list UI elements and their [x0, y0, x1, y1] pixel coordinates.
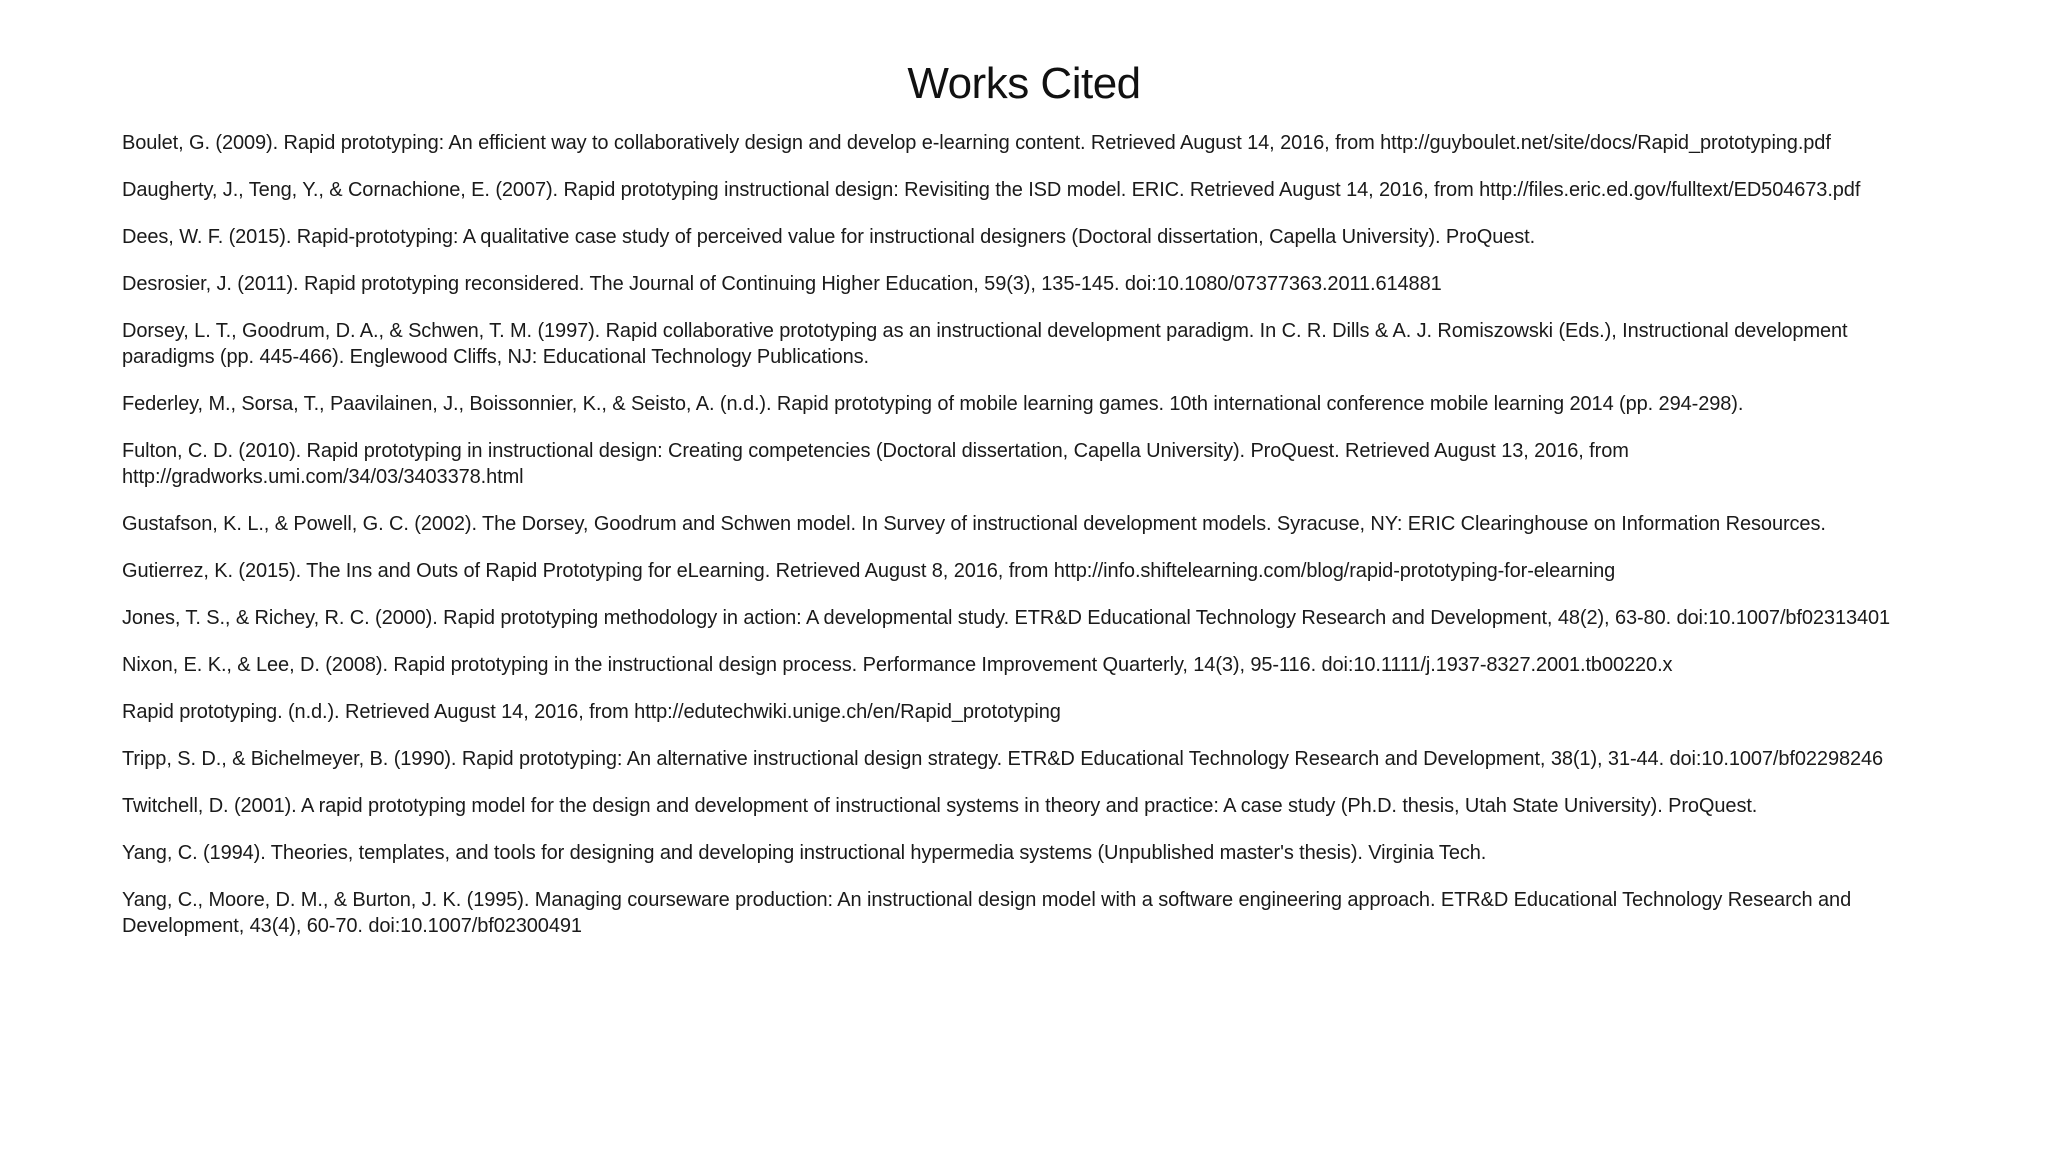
reference-item: Nixon, E. K., & Lee, D. (2008). Rapid prototyping in the instructional design process. Performance Improvement Quarterly, 14(3), 95-116. doi:10.1111/j.1937-8327.2001.tb00220.x [122, 654, 1673, 676]
reference-item: Daugherty, J., Teng, Y., & Cornachione, E. (2007). Rapid prototyping instructional design: Revisiting the ISD model. ERIC. Retrieved August 14, 2016, from http://files.eric.ed.gov/fulltext/ED504673.pdf [122, 179, 1861, 201]
reference-item: Rapid prototyping. (n.d.). Retrieved August 14, 2016, from http://edutechwiki.unige.ch/en/Rapid_prototyping [122, 701, 1061, 723]
reference-item: Gustafson, K. L., & Powell, G. C. (2002). The Dorsey, Goodrum and Schwen model. In Survey of instructional development models. Syracuse, NY: ERIC Clearinghouse on Information Resources. [122, 513, 1826, 535]
reference-item: Dees, W. F. (2015). Rapid-prototyping: A qualitative case study of perceived value for instructional designers (Doctoral dissertation, Capella University). ProQuest. [122, 226, 1536, 248]
reference-item: Jones, T. S., & Richey, R. C. (2000). Rapid prototyping methodology in action: A developmental study. ETR&D Educational Technology Research and Development, 48(2), 63-80. doi:10.1007/bf02313401 [122, 607, 1891, 629]
reference-list [122, 130, 1922, 960]
reference-item: Dorsey, L. T., Goodrum, D. A., & Schwen, T. M. (1997). Rapid collaborative prototyping as an instructional development paradigm. In C. R. Dills & A. J. Romiszowski (Eds.), Instructional development paradigms (pp. 445-466). Englewood Cliffs, NJ: Educational Technology Publications. [122, 320, 1848, 368]
reference-item: Twitchell, D. (2001). A rapid prototyping model for the design and development of instructional systems in theory and practice: A case study (Ph.D. thesis, Utah State University). ProQuest. [122, 795, 1758, 817]
reference-item: Federley, M., Sorsa, T., Paavilainen, J., Boissonnier, K., & Seisto, A. (n.d.). Rapid prototyping of mobile learning games. 10th international conference mobile learning 2014 (pp. 294-298). [122, 393, 1744, 415]
page-title: Works Cited [907, 59, 1141, 108]
reference-item: Yang, C., Moore, D. M., & Burton, J. K. (1995). Managing courseware production: An instructional design model with a software engineering approach. ETR&D Educational Technology Research and Development, 43(4), 60-70. doi:10.1007/bf02300491 [122, 889, 1852, 937]
reference-item: Tripp, S. D., & Bichelmeyer, B. (1990). Rapid prototyping: An alternative instructional design strategy. ETR&D Educational Technology Research and Development, 38(1), 31-44. doi:10.1007/bf02298246 [122, 748, 1884, 770]
reference-item: Boulet, G. (2009). Rapid prototyping: An efficient way to collaboratively design and develop e-learning content. Retrieved August 14, 2016, from http://guyboulet.net/site/docs/Rapid_prototyping.pdf [122, 132, 1831, 154]
reference-item: Fulton, C. D. (2010). Rapid prototyping in instructional design: Creating competencies (Doctoral dissertation, Capella University). ProQuest. Retrieved August 13, 2016, from http://gradworks.umi.com/34/03/3403378.html [122, 440, 1629, 488]
reference-item: Yang, C. (1994). Theories, templates, and tools for designing and developing instructional hypermedia systems (Unpublished master's thesis). Virginia Tech. [122, 842, 1487, 864]
reference-item: Desrosier, J. (2011). Rapid prototyping reconsidered. The Journal of Continuing Higher Education, 59(3), 135-145. doi:10.1080/07377363.2011.614881 [122, 273, 1442, 295]
reference-item: Gutierrez, K. (2015). The Ins and Outs of Rapid Prototyping for eLearning. Retrieved August 8, 2016, from http://info.shiftelearning.com/blog/rapid-prototyping-for-elearning [122, 560, 1616, 582]
